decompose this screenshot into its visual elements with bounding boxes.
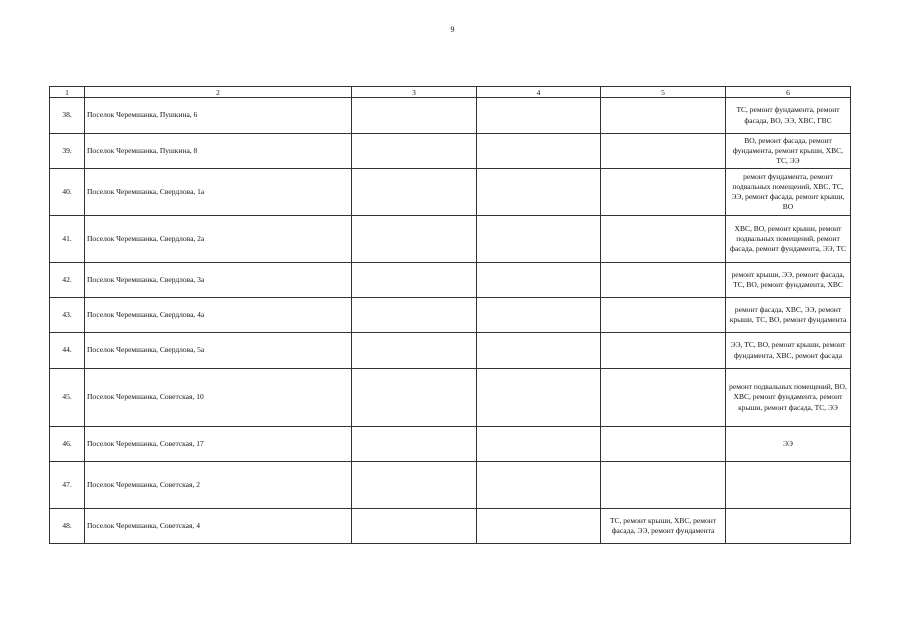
row-col-3 bbox=[352, 333, 477, 369]
row-number: 44. bbox=[50, 333, 85, 369]
row-col-5 bbox=[601, 134, 726, 169]
row-address: Поселок Черемшанка, Свердлова, 5а bbox=[85, 333, 352, 369]
row-address: Поселок Черемшанка, Советская, 17 bbox=[85, 427, 352, 462]
row-col-6 bbox=[726, 509, 851, 544]
row-col-4 bbox=[477, 169, 601, 216]
row-col-5 bbox=[601, 298, 726, 333]
table-row bbox=[50, 98, 851, 134]
row-col-6: ЭЭ bbox=[726, 427, 851, 462]
row-col-4 bbox=[477, 298, 601, 333]
row-number: 48. bbox=[50, 509, 85, 544]
row-address: Поселок Черемшанка, Пушкина, 8 bbox=[85, 134, 352, 169]
row-col-3 bbox=[352, 462, 477, 509]
row-col-3 bbox=[352, 509, 477, 544]
row-number: 39. bbox=[50, 134, 85, 169]
row-number: 46. bbox=[50, 427, 85, 462]
row-col-6: ремонт подвальных помещений, ВО, ХВС, ремонт фундамента, ремонт крыши, ремонт фасада, ТС, ЭЭ bbox=[726, 369, 851, 427]
row-col-5 bbox=[601, 169, 726, 216]
row-col-5 bbox=[601, 427, 726, 462]
row-col-4 bbox=[477, 369, 601, 427]
row-col-3 bbox=[352, 216, 477, 263]
col-header-4: 4 bbox=[477, 87, 601, 98]
table-row bbox=[50, 298, 851, 333]
row-col-6: ВО, ремонт фасада, ремонт фундамента, ремонт крыши, ХВС, ТС, ЭЭ bbox=[726, 134, 851, 169]
row-col-5 bbox=[601, 333, 726, 369]
row-col-6: ХВС, ВО, ремонт крыши, ремонт подвальных помещений, ремонт фасада, ремонт фундамента, ЭЭ, ТС bbox=[726, 216, 851, 263]
row-address: Поселок Черемшанка, Свердлова, 2а bbox=[85, 216, 352, 263]
row-col-3 bbox=[352, 134, 477, 169]
row-col-4 bbox=[477, 427, 601, 462]
row-address: Поселок Черемшанка, Свердлова, 4а bbox=[85, 298, 352, 333]
row-number: 42. bbox=[50, 263, 85, 298]
row-number: 47. bbox=[50, 462, 85, 509]
row-col-4 bbox=[477, 263, 601, 298]
row-col-5 bbox=[601, 98, 726, 134]
row-number: 38. bbox=[50, 98, 85, 134]
row-col-5 bbox=[601, 462, 726, 509]
table-header-row bbox=[50, 87, 851, 98]
row-col-5 bbox=[601, 216, 726, 263]
row-number: 41. bbox=[50, 216, 85, 263]
works-table bbox=[49, 86, 851, 544]
table-row bbox=[50, 462, 851, 509]
row-address: Поселок Черемшанка, Советская, 10 bbox=[85, 369, 352, 427]
row-col-5: ТС, ремонт крыши, ХВС, ремонт фасада, ЭЭ, ремонт фундамента bbox=[601, 509, 726, 544]
row-col-6 bbox=[726, 462, 851, 509]
row-address: Поселок Черемшанка, Пушкина, 6 bbox=[85, 98, 352, 134]
col-header-3: 3 bbox=[352, 87, 477, 98]
row-col-4 bbox=[477, 509, 601, 544]
row-col-6: ремонт фундамента, ремонт подвальных помещений, ХВС, ТС, ЭЭ, ремонт фасада, ремонт крыши, ВО bbox=[726, 169, 851, 216]
table-row bbox=[50, 333, 851, 369]
row-number: 40. bbox=[50, 169, 85, 216]
row-col-3 bbox=[352, 427, 477, 462]
row-address: Поселок Черемшанка, Свердлова, 3а bbox=[85, 263, 352, 298]
col-header-6: 6 bbox=[726, 87, 851, 98]
table-row bbox=[50, 263, 851, 298]
col-header-2: 2 bbox=[85, 87, 352, 98]
table-row bbox=[50, 427, 851, 462]
row-col-4 bbox=[477, 462, 601, 509]
row-col-6: ТС, ремонт фундамента, ремонт фасада, ВО, ЭЭ, ХВС, ГВС bbox=[726, 98, 851, 134]
table-row bbox=[50, 369, 851, 427]
table-row bbox=[50, 134, 851, 169]
row-col-6: ЭЭ, ТС, ВО, ремонт крыши, ремонт фундамента, ХВС, ремонт фасада bbox=[726, 333, 851, 369]
page-number: 9 bbox=[450, 25, 455, 34]
row-address: Поселок Черемшанка, Советская, 4 bbox=[85, 509, 352, 544]
row-col-3 bbox=[352, 263, 477, 298]
row-col-4 bbox=[477, 216, 601, 263]
row-col-3 bbox=[352, 169, 477, 216]
row-col-3 bbox=[352, 369, 477, 427]
row-col-6: ремонт фасада, ХВС, ЭЭ, ремонт крыши, ТС, ВО, ремонт фундамента bbox=[726, 298, 851, 333]
row-col-3 bbox=[352, 298, 477, 333]
table-row bbox=[50, 169, 851, 216]
row-address: Поселок Черемшанка, Советская, 2 bbox=[85, 462, 352, 509]
row-col-4 bbox=[477, 333, 601, 369]
row-col-6: ремонт крыши, ЭЭ, ремонт фасада, ТС, ВО, ремонт фундамента, ХВС bbox=[726, 263, 851, 298]
row-number: 45. bbox=[50, 369, 85, 427]
col-header-1: 1 bbox=[50, 87, 85, 98]
row-col-5 bbox=[601, 263, 726, 298]
row-col-5 bbox=[601, 369, 726, 427]
table-row bbox=[50, 216, 851, 263]
row-number: 43. bbox=[50, 298, 85, 333]
row-address: Поселок Черемшанка, Свердлова, 1а bbox=[85, 169, 352, 216]
table-row bbox=[50, 509, 851, 544]
col-header-5: 5 bbox=[601, 87, 726, 98]
row-col-4 bbox=[477, 134, 601, 169]
row-col-3 bbox=[352, 98, 477, 134]
row-col-4 bbox=[477, 98, 601, 134]
